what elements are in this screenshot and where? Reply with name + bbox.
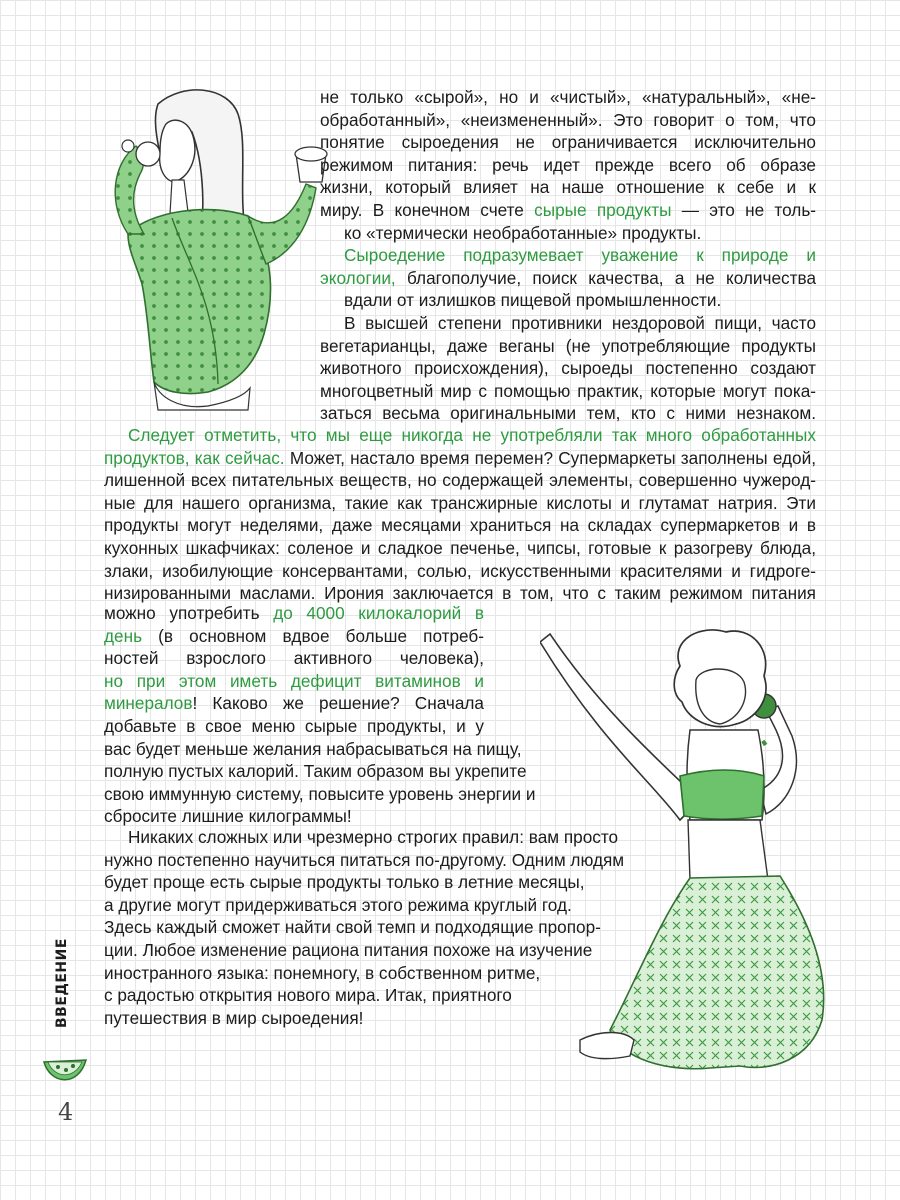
text-line: день (в основном вдвое больше потреб-	[104, 625, 484, 646]
highlight-text: день	[104, 625, 143, 646]
text-line: экологии, благополучие, поиск качества, а не количества	[320, 267, 816, 288]
text-line	[320, 244, 816, 267]
text-line: обработанный», «неизмененный». Это говорит о том, что	[320, 109, 816, 130]
text-line: путешествия в мир сыроедения!	[104, 1007, 364, 1028]
text-line: будет проще есть сырые продукты только в летние месяцы,	[104, 872, 585, 893]
paragraph-block-rules	[104, 826, 636, 1029]
highlight-text: продуктов, как сейчас.	[104, 447, 285, 468]
text-line: лишенной всех питательных веществ, но содержащей элементы, совершенно чужерод-	[104, 470, 816, 491]
text-line: миру. В конечном счете сырые продукты — это не толь-	[320, 199, 816, 220]
text-line: вас будет меньше желания набрасываться на пищу,	[104, 738, 522, 759]
text-line: кухонных шкафчиках: соленое и сладкое печенье, чипсы, готовые к разогреву блюда,	[104, 537, 816, 558]
text-line: с радостью открытия нового мира. Итак, приятного	[104, 985, 512, 1006]
text-line: ко «термически необработанные» продукты.	[344, 222, 702, 243]
text-line: многоцветный мир с помощью практик, которые могут пока-	[320, 380, 816, 401]
text-line: вегетарианцы, даже веганы (не употребляющие продукты	[320, 335, 816, 356]
text-line: низированными маслами. Ирония заключается в том, что с таким режимом питания	[104, 583, 816, 604]
text-line: свою иммунную систему, повысите уровень энергии и	[104, 783, 536, 804]
text-line: продукты могут неделями, даже месяцами храниться на складах супермаркетов и в	[104, 515, 816, 536]
text-line: злаки, изобилующие консервантами, солью, искусственными красителями и гидроге-	[104, 560, 816, 581]
highlight-text: но при этом иметь дефицит витаминов и	[104, 670, 484, 691]
highlight-text: экологии,	[320, 267, 396, 288]
highlight-text: сырые продукты	[534, 199, 672, 220]
text-line: полную пустых калорий. Таким образом вы укрепите	[104, 761, 527, 782]
text-line: режимом питания: речь идет прежде всего об образе	[320, 154, 816, 175]
text-line: Здесь каждый сможет найти свой темп и подходящие пропор-	[104, 917, 601, 938]
text-line: сбросите лишние килограммы!	[104, 806, 352, 827]
text-line: жизни, который влияет на наше отношение к себе и к	[320, 177, 816, 198]
text-line: понятие сыроедения не ограничивается исключительно	[320, 132, 816, 153]
text-line: ные для нашего организма, такие как трансжирные кислоты и глутамат натрия. Эти	[104, 492, 816, 513]
lime-slice-icon	[40, 1050, 88, 1090]
text-line: ностей взрослого активного человека),	[104, 648, 484, 669]
text-line	[104, 670, 484, 693]
paragraph-block-intro	[320, 86, 816, 425]
text-line: вдали от излишков пищевой промышленности.	[344, 290, 722, 311]
woman-eating-illustration	[88, 84, 344, 414]
text-line: ции. Любое изменение рациона питания похоже на изучение	[104, 939, 593, 960]
text-line: не только «сырой», но и «чистый», «натуральный», «не-	[320, 87, 816, 107]
highlight-text: до 4000 килокалорий в	[273, 603, 484, 623]
section-label: ВВЕДЕНИЕ	[54, 938, 70, 1028]
text-line: а другие могут придерживаться этого режима круглый год.	[104, 894, 572, 915]
text-line: Никаких сложных или чрезмерно строгих правил: вам просто	[128, 827, 619, 847]
text-line: нужно постепенно научиться питаться по-другому. Одним людям	[104, 849, 625, 870]
page-number: 4	[58, 1098, 74, 1126]
highlight-text: Сыроедение подразумевает уважение к природе и	[344, 245, 816, 266]
text-line: иностранного языка: понемногу, в собственном ритме,	[104, 962, 541, 983]
text-line: можно употребить до 4000 килокалорий в	[104, 603, 484, 623]
paragraph-block-processed-foods	[104, 424, 816, 605]
paragraph-block-calories	[104, 602, 536, 828]
text-line: животного происхождения), сыроеды постепенно создают	[320, 358, 816, 379]
text-line: заться весьма оригинальными тем, кто с ними незнаком.	[320, 403, 816, 424]
text-line: минералов! Каково же решение? Сначала	[104, 693, 484, 714]
text-line: добавьте в свое меню сырые продукты, и у	[104, 715, 484, 736]
text-line: продуктов, как сейчас. Может, настало время перемен? Супермаркеты заполнены едой,	[104, 447, 816, 468]
highlight-text: минералов	[104, 693, 193, 714]
text-line: В высшей степени противники нездоровой пищи, часто	[344, 312, 816, 333]
highlight-text: Следует отметить, что мы еще никогда не употребляли так много обработанных	[128, 425, 816, 445]
text-line	[104, 424, 816, 447]
